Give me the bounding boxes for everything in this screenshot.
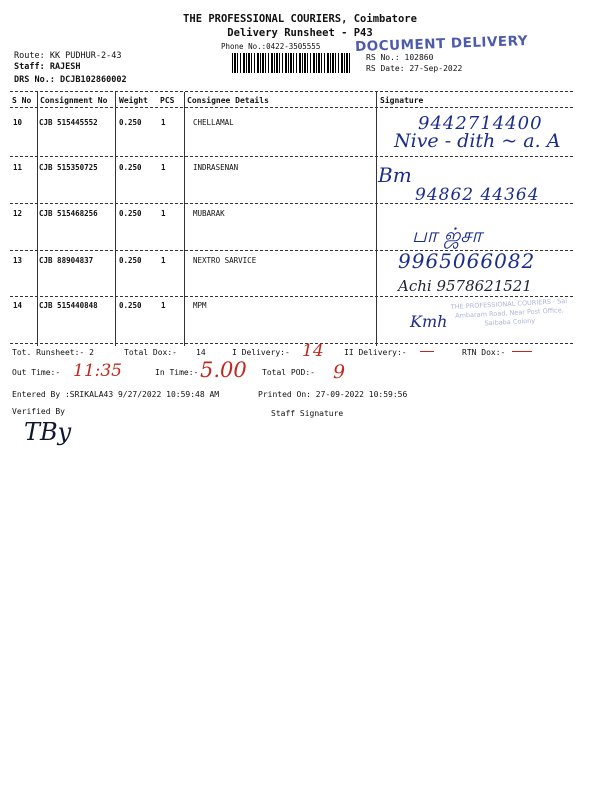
col-header-signature: Signature [380, 96, 424, 105]
row-pcs: 1 [161, 209, 166, 218]
receiver-phone-sign: 9965066082 [398, 249, 536, 273]
row-weight: 0.250 [119, 163, 142, 172]
receiver-signature: Bm [378, 163, 412, 187]
staff-name: Staff: RAJESH [14, 62, 81, 72]
column-divider [376, 92, 377, 346]
column-divider [37, 92, 38, 346]
row-consignee: NEXTRO SARVICE [193, 256, 257, 265]
total-dox-value: 14 [196, 348, 206, 357]
row-pcs: 1 [161, 256, 166, 265]
rs-date: RS Date: 27-Sep-2022 [366, 64, 463, 73]
row-weight: 0.250 [119, 301, 142, 310]
row-pcs: 1 [161, 301, 166, 310]
rtn-dox-label: RTN Dox:- [462, 348, 506, 357]
row-sno: 11 [13, 163, 23, 172]
sheet-title: Delivery Runsheet - P43 [227, 27, 373, 39]
out-time-label: Out Time:- [12, 368, 61, 377]
row-sno: 14 [13, 301, 23, 310]
col-header-consignment: Consignment No [40, 96, 108, 105]
col-header-sno: S No [12, 96, 32, 105]
row-consignee: INDRASENAN [193, 163, 239, 172]
row-consignee: MPM [193, 301, 207, 310]
drs-number: DRS No.: DCJB102860002 [14, 75, 127, 85]
row-consignment: CJB 515468256 [39, 209, 98, 218]
printed-on: Printed On: 27-09-2022 10:59:56 [258, 390, 408, 399]
staff-signature-label: Staff Signature [271, 409, 344, 418]
row-consignment: CJB 515350725 [39, 163, 98, 172]
row-consignment: CJB 515440848 [39, 301, 98, 310]
row-sno: 10 [13, 118, 23, 127]
row-sno: 12 [13, 209, 23, 218]
receiver-signature: பா ஜ்சா [412, 223, 482, 247]
entered-by: Entered By :SRIKALA43 9/27/2022 10:59:48 AM [12, 390, 220, 399]
row-rule [10, 250, 573, 251]
i-delivery-value: 14 [302, 341, 324, 361]
receiver-signature: Achi 9578621521 [398, 277, 532, 295]
total-pod-value: 9 [333, 361, 346, 383]
col-header-pcs: PCS [160, 96, 175, 105]
row-pcs: 1 [161, 163, 166, 172]
column-divider [115, 92, 116, 346]
row-weight: 0.250 [119, 256, 142, 265]
barcode [232, 53, 350, 73]
verifier-signature: TBy [24, 418, 72, 446]
receiver-stamp: THE PROFESSIONAL COURIERS · Sai Ambaram Road, Near Post Office, Saibaba Colony [450, 296, 568, 328]
ii-delivery-label: II Delivery:- [344, 348, 407, 357]
receiver-phone-sign: 94862 44364 [415, 185, 540, 205]
receiver-phone-sign: 9442714400 [418, 113, 543, 134]
i-delivery-label: I Delivery:- [232, 348, 290, 357]
col-header-consignee: Consignee Details [187, 96, 269, 105]
total-pod-label: Total POD:- [262, 368, 315, 377]
table-top-rule [10, 91, 573, 92]
out-time-value: 11:35 [73, 361, 122, 381]
route: Route: KK PUDHUR-2-43 [14, 51, 122, 61]
row-consignment: CJB 515445552 [39, 118, 98, 127]
table-header-rule [10, 107, 573, 108]
row-rule [10, 203, 573, 204]
column-divider [184, 92, 185, 346]
row-rule [10, 296, 573, 297]
table-bottom-rule [10, 343, 573, 344]
receiver-signature: Kmh [410, 312, 448, 331]
row-pcs: 1 [161, 118, 166, 127]
document-delivery-stamp: DOCUMENT DELIVERY [354, 32, 529, 56]
row-rule [10, 156, 573, 157]
total-dox-label: Total Dox:- [124, 348, 177, 357]
ii-delivery-dash [420, 351, 434, 352]
tot-runsheet: Tot. Runsheet:- 2 [12, 348, 94, 357]
row-weight: 0.250 [119, 209, 142, 218]
in-time-label: In Time:- [155, 368, 199, 377]
row-consignee: MUBARAK [193, 209, 225, 218]
row-weight: 0.250 [119, 118, 142, 127]
rs-number: RS No.: 102860 [366, 53, 434, 62]
row-sno: 13 [13, 256, 23, 265]
receiver-signature: Nive - dith ~ a. A [394, 130, 561, 152]
company-title: THE PROFESSIONAL COURIERS, Coimbatore [183, 13, 417, 25]
row-consignee: CHELLAMAL [193, 118, 234, 127]
row-consignment: CJB 88904837 [39, 256, 94, 265]
phone-number: Phone No.:0422-3505555 [221, 42, 321, 51]
verified-by-label: Verified By [12, 407, 65, 416]
in-time-value: 5.00 [200, 358, 247, 382]
rtn-dox-dash [512, 351, 532, 352]
col-header-weight: Weight [119, 96, 148, 105]
